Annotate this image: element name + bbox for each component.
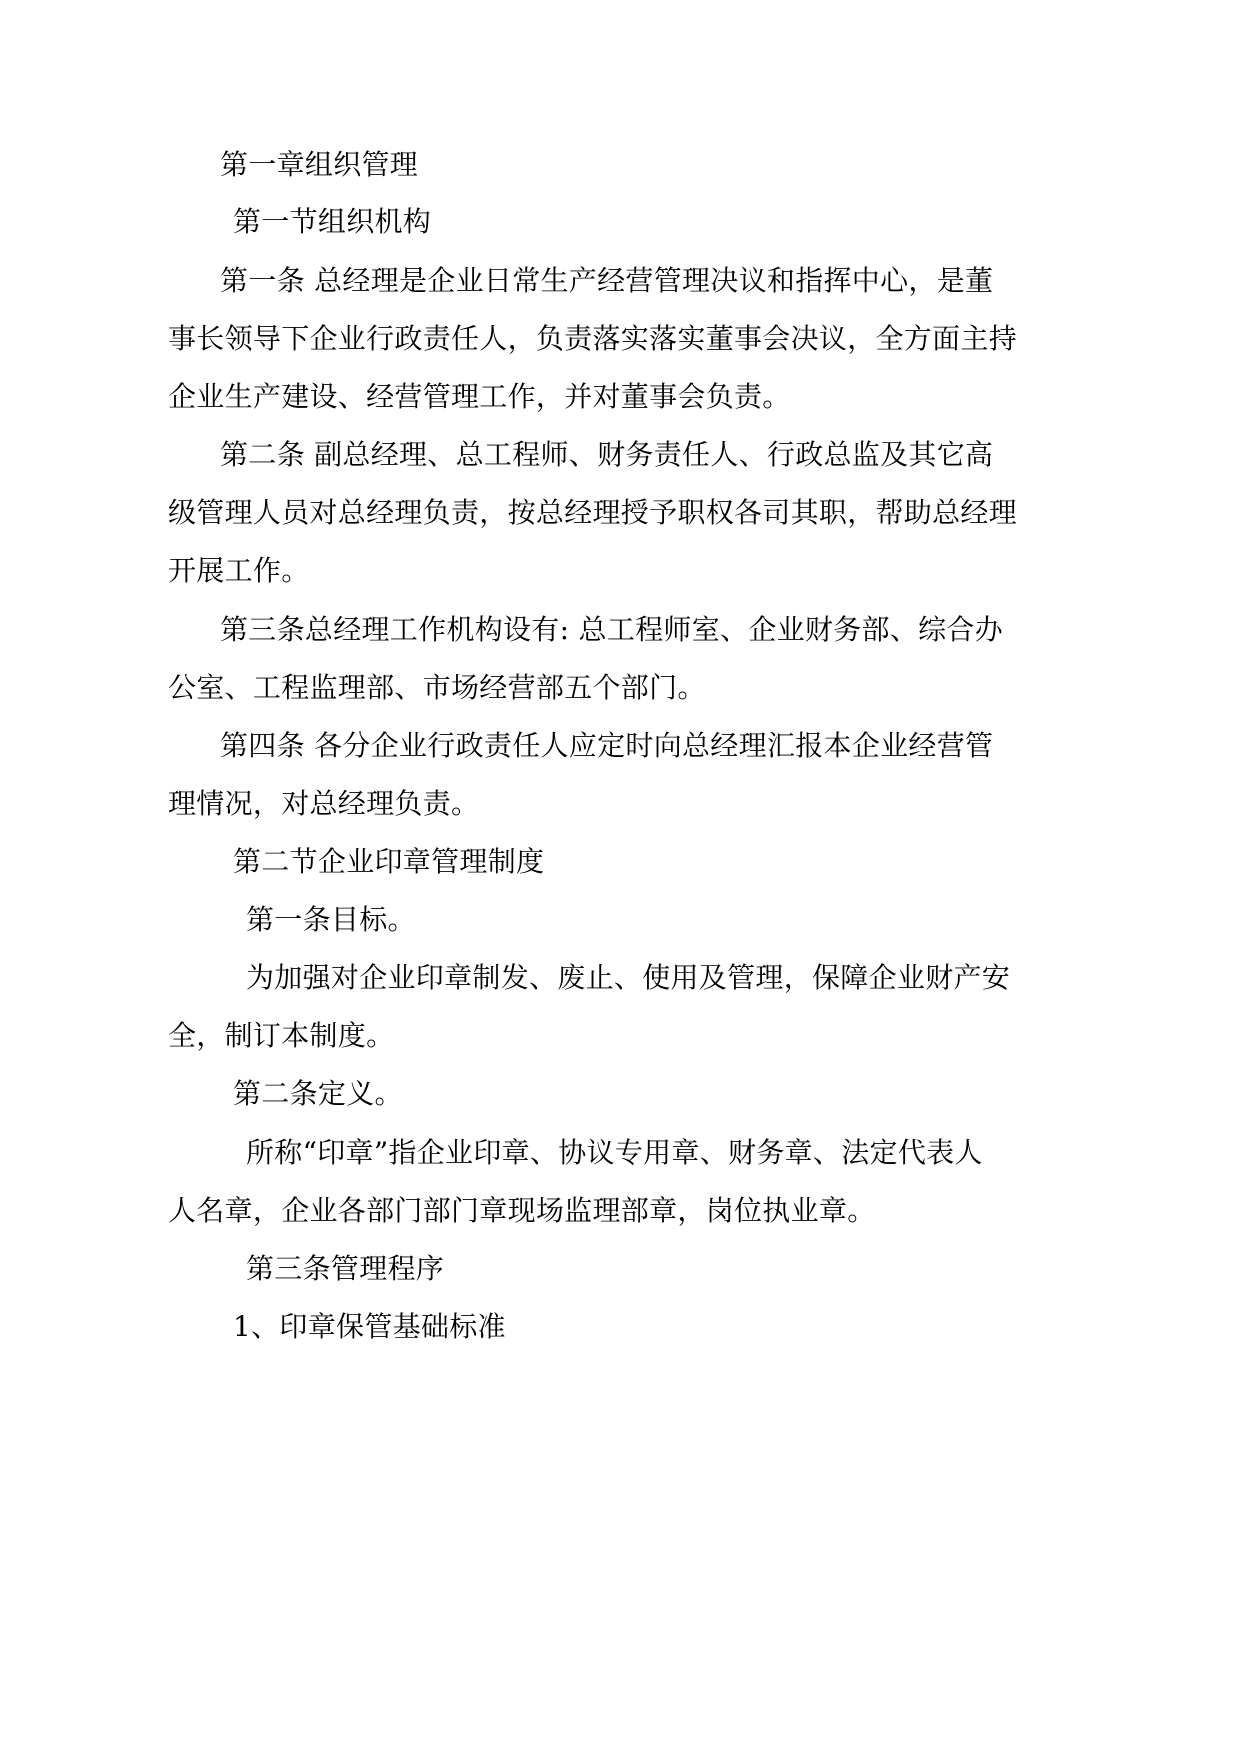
section-title-seal-management: 第二节企业印章管理制度	[233, 845, 545, 878]
section-title-organization: 第一节组织机构	[233, 205, 432, 238]
seal-article-2-line-2: 人名章，企业各部门部门章现场监理部章，岗位执业章。	[168, 1194, 876, 1227]
article-1-line-2: 事长领导下企业行政责任人，负责落实落实董事会决议，全方面主持	[168, 322, 1018, 355]
article-2-line-1: 第二条 副总经理、总工程师、财务责任人、行政总监及其它高	[220, 438, 994, 471]
article-3-line-2: 公室、工程监理部、市场经营部五个部门。	[168, 671, 706, 704]
article-1-line-3: 企业生产建设、经营管理工作，并对董事会负责。	[168, 380, 791, 413]
article-2-line-3: 开展工作。	[168, 554, 310, 587]
seal-article-1-line-1: 为加强对企业印章制发、废止、使用及管理，保障企业财产安	[246, 961, 1011, 994]
chapter-title: 第一章组织管理	[220, 148, 419, 181]
article-3-line-1: 第三条总经理工作机构设有: 总工程师室、企业财务部、综合办	[220, 613, 1004, 646]
article-4-line-1: 第四条 各分企业行政责任人应定时向总经理汇报本企业经营管	[220, 729, 994, 762]
article-1-line-1: 第一条 总经理是企业日常生产经营管理决议和指挥中心，是董	[220, 264, 994, 297]
seal-article-2-line-1: 所称“印章”指企业印章、协议专用章、财务章、法定代表人	[246, 1136, 983, 1169]
seal-article-2-heading: 第二条定义。	[233, 1077, 403, 1110]
article-4-line-2: 理情况，对总经理负责。	[168, 787, 480, 820]
seal-article-1-line-2: 全，制订本制度。	[168, 1019, 395, 1052]
seal-article-3-item-1: 1、印章保管基础标准	[233, 1310, 506, 1343]
seal-article-1-heading: 第一条目标。	[246, 903, 416, 936]
article-2-line-2: 级管理人员对总经理负责，按总经理授予职权各司其职，帮助总经理	[168, 496, 1018, 529]
seal-article-3-heading: 第三条管理程序	[246, 1252, 445, 1285]
